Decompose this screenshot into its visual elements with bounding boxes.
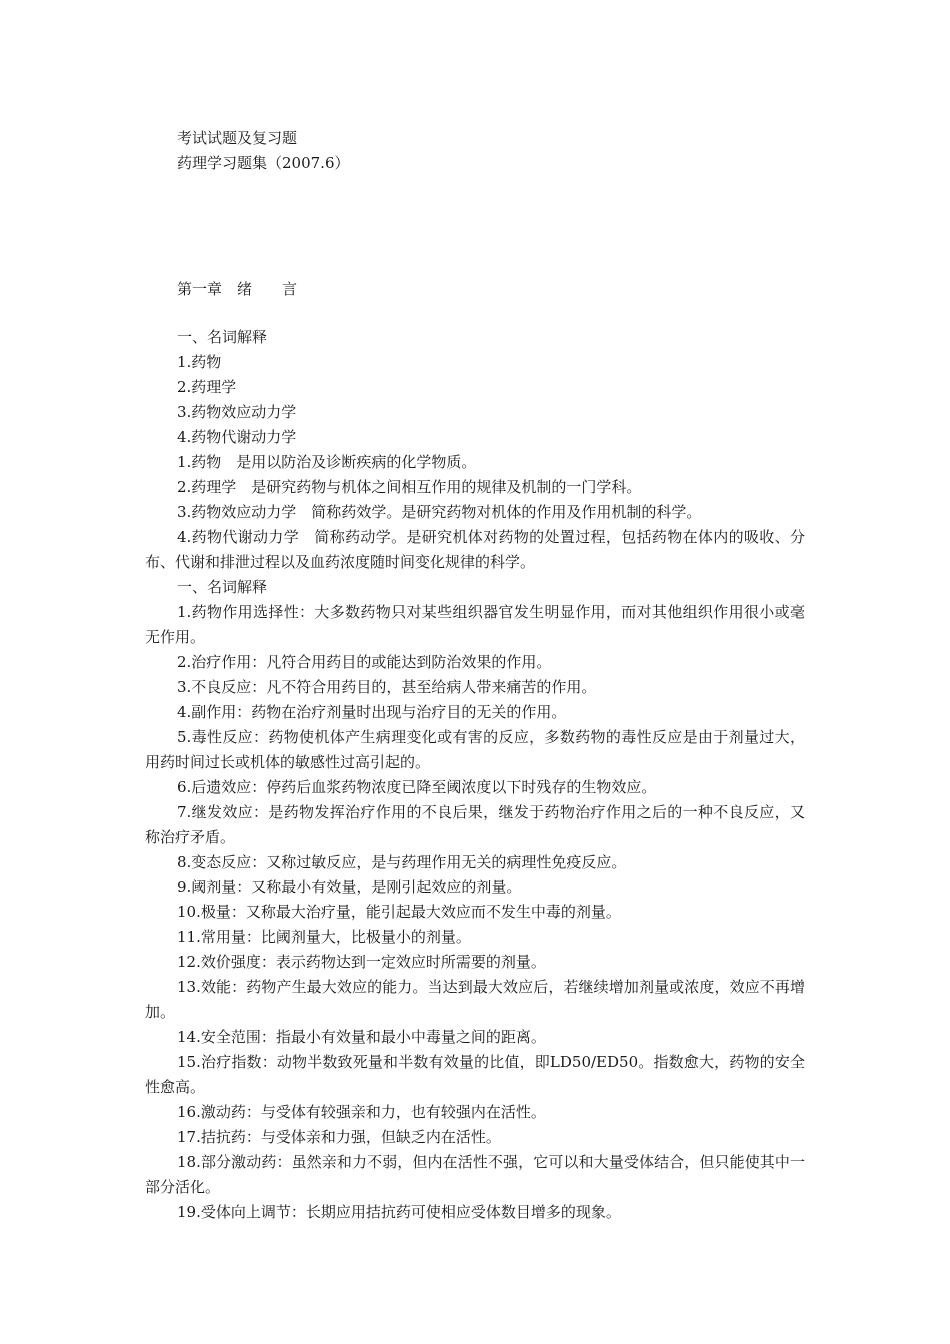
definition-item: 6.后遗效应：停药后血浆药物浓度已降至阈浓度以下时残存的生物效应。 [177, 778, 657, 796]
definition-item: 3.药物效应动力学 简称药效学。是研究药物对机体的作用及作用机制的科学。 [177, 503, 702, 521]
definition-item: 13.效能：药物产生最大效应的能力。当达到最大效应后，若继续增加剂量或浓度，效应不再增加。 [145, 978, 805, 1021]
section-heading: 一、名词解释 [177, 578, 268, 596]
definition-item: 2.药理学 是研究药物与机体之间相互作用的规律及机制的一门学科。 [177, 478, 642, 496]
definition-item: 5.毒性反应：药物使机体产生病理变化或有害的反应，多数药物的毒性反应是由于剂量过大，用药时间过长或机体的敏感性过高引起的。 [145, 728, 805, 771]
term-item: 2.药理学 [177, 378, 237, 396]
definition-item: 16.激动药：与受体有较强亲和力，也有较强内在活性。 [177, 1103, 546, 1121]
definition-item: 9.阈剂量：又称最小有效量，是刚引起效应的剂量。 [177, 878, 522, 896]
document-header [177, 126, 350, 176]
definition-item: 1.药物作用选择性：大多数药物只对某些组织器官发生明显作用，而对其他组织作用很小或毫无作用。 [145, 603, 805, 646]
header-line-1: 考试试题及复习题 [177, 129, 298, 147]
definition-item: 2.治疗作用：凡符合用药目的或能达到防治效果的作用。 [177, 653, 552, 671]
term-item: 3.药物效应动力学 [177, 403, 297, 421]
definition-item: 17.拮抗药：与受体亲和力强，但缺乏内在活性。 [177, 1128, 501, 1146]
definition-item: 18.部分激动药：虽然亲和力不弱，但内在活性不强，它可以和大量受体结合，但只能使其中一部分活化。 [145, 1153, 805, 1196]
definition-item: 3.不良反应：凡不符合用药目的，甚至给病人带来痛苦的作用。 [177, 678, 597, 696]
definition-item: 14.安全范围：指最小有效量和最小中毒量之间的距离。 [177, 1028, 546, 1046]
definition-item: 11.常用量：比阈剂量大，比极量小的剂量。 [177, 928, 471, 946]
header-line-2: 药理学习题集（2007.6） [177, 154, 350, 172]
definition-item: 7.继发效应：是药物发挥治疗作用的不良后果，继发于药物治疗作用之后的一种不良反应，又称治疗矛盾。 [145, 803, 805, 846]
definition-item: 8.变态反应：又称过敏反应，是与药理作用无关的病理性免疫反应。 [177, 853, 627, 871]
definition-item: 10.极量：又称最大治疗量，能引起最大效应而不发生中毒的剂量。 [177, 903, 621, 921]
document-body [145, 325, 805, 1225]
definition-item: 12.效价强度：表示药物达到一定效应时所需要的剂量。 [177, 953, 546, 971]
definition-item: 15.治疗指数：动物半数致死量和半数有效量的比值，即LD50/ED50。指数愈大，药物的安全性愈高。 [145, 1053, 805, 1096]
section-heading: 一、名词解释 [177, 328, 268, 346]
definition-item: 1.药物 是用以防治及诊断疾病的化学物质。 [177, 453, 477, 471]
term-item: 4.药物代谢动力学 [177, 428, 297, 446]
definition-item: 4.副作用：药物在治疗剂量时出现与治疗目的无关的作用。 [177, 703, 567, 721]
term-item: 1.药物 [177, 353, 222, 371]
definition-item: 4.药物代谢动力学 简称药动学。是研究机体对药物的处置过程，包括药物在体内的吸收、分布、代谢和排泄过程以及血药浓度随时间变化规律的科学。 [145, 528, 805, 571]
definition-item: 19.受体向上调节：长期应用拮抗药可使相应受体数目增多的现象。 [177, 1203, 621, 1221]
chapter-title: 第一章 绪 言 [177, 280, 298, 298]
